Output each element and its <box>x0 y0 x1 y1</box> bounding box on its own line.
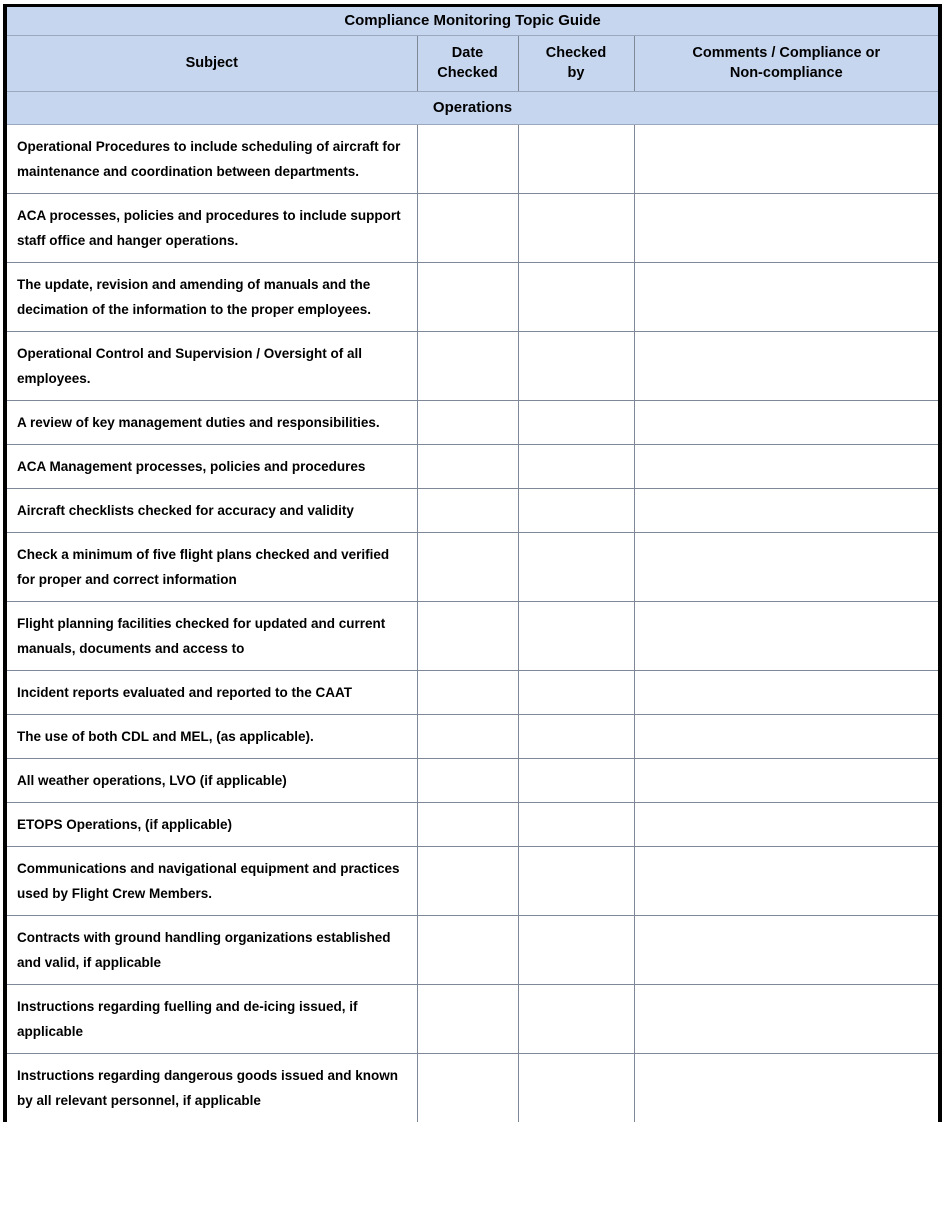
checked-by-cell[interactable] <box>518 489 634 533</box>
comments-cell[interactable] <box>634 533 940 602</box>
comments-cell[interactable] <box>634 985 940 1054</box>
column-header-comments-line1: Comments / Compliance or <box>692 45 881 61</box>
comments-cell[interactable] <box>634 401 940 445</box>
date-checked-cell[interactable] <box>417 489 518 533</box>
date-checked-cell[interactable] <box>417 1054 518 1123</box>
section-header-operations <box>5 92 940 125</box>
column-header-comments <box>634 36 940 92</box>
subject-cell: All weather operations, LVO (if applicable) <box>5 759 417 803</box>
subject-cell: Instructions regarding dangerous goods issued and known by all relevant personnel, if applicable <box>5 1054 417 1123</box>
table-row <box>5 1054 940 1123</box>
comments-cell[interactable] <box>634 803 940 847</box>
checked-by-cell[interactable] <box>518 715 634 759</box>
checked-by-cell[interactable] <box>518 759 634 803</box>
table-row <box>5 847 940 916</box>
table-row <box>5 759 940 803</box>
date-checked-cell[interactable] <box>417 445 518 489</box>
checked-by-cell[interactable] <box>518 332 634 401</box>
date-checked-cell[interactable] <box>417 533 518 602</box>
subject-cell: The update, revision and amending of manuals and the decimation of the information to the proper employees. <box>5 263 417 332</box>
date-checked-cell[interactable] <box>417 847 518 916</box>
column-header-date-line2: Checked <box>437 65 498 81</box>
date-checked-cell[interactable] <box>417 671 518 715</box>
checked-by-cell[interactable] <box>518 194 634 263</box>
table-title-row <box>5 6 940 36</box>
subject-cell: Incident reports evaluated and reported to the CAAT <box>5 671 417 715</box>
subject-cell: Aircraft checklists checked for accuracy and validity <box>5 489 417 533</box>
column-header-row <box>5 36 940 92</box>
column-header-subject <box>5 36 417 92</box>
comments-cell[interactable] <box>634 445 940 489</box>
table-row <box>5 194 940 263</box>
date-checked-cell[interactable] <box>417 401 518 445</box>
table-row <box>5 671 940 715</box>
column-header-subject-label: Subject <box>185 55 238 71</box>
table-row <box>5 401 940 445</box>
comments-cell[interactable] <box>634 489 940 533</box>
column-header-date-line1: Date <box>451 45 484 61</box>
table-body <box>5 6 940 1123</box>
date-checked-cell[interactable] <box>417 332 518 401</box>
checked-by-cell[interactable] <box>518 125 634 194</box>
comments-cell[interactable] <box>634 332 940 401</box>
table-row <box>5 533 940 602</box>
comments-cell[interactable] <box>634 1054 940 1123</box>
checked-by-cell[interactable] <box>518 803 634 847</box>
comments-cell[interactable] <box>634 916 940 985</box>
column-header-comments-line2: Non-compliance <box>729 65 843 81</box>
subject-cell: Instructions regarding fuelling and de-icing issued, if applicable <box>5 985 417 1054</box>
date-checked-cell[interactable] <box>417 125 518 194</box>
checked-by-cell[interactable] <box>518 1054 634 1123</box>
comments-cell[interactable] <box>634 847 940 916</box>
date-checked-cell[interactable] <box>417 916 518 985</box>
comments-cell[interactable] <box>634 715 940 759</box>
subject-cell: ETOPS Operations, (if applicable) <box>5 803 417 847</box>
subject-cell: Flight planning facilities checked for updated and current manuals, documents and access to <box>5 602 417 671</box>
table-row <box>5 445 940 489</box>
date-checked-cell[interactable] <box>417 759 518 803</box>
compliance-monitoring-table <box>3 4 942 1122</box>
column-header-by-line2: by <box>567 65 585 81</box>
column-header-checked-by <box>518 36 634 92</box>
date-checked-cell[interactable] <box>417 715 518 759</box>
comments-cell[interactable] <box>634 759 940 803</box>
subject-cell: Operational Control and Supervision / Oversight of all employees. <box>5 332 417 401</box>
date-checked-cell[interactable] <box>417 263 518 332</box>
table-row <box>5 489 940 533</box>
table-row <box>5 803 940 847</box>
checked-by-cell[interactable] <box>518 533 634 602</box>
checked-by-cell[interactable] <box>518 602 634 671</box>
table-row <box>5 125 940 194</box>
comments-cell[interactable] <box>634 671 940 715</box>
table-row <box>5 985 940 1054</box>
checked-by-cell[interactable] <box>518 445 634 489</box>
table-row <box>5 602 940 671</box>
subject-cell: Contracts with ground handling organizations established and valid, if applicable <box>5 916 417 985</box>
subject-cell: Communications and navigational equipment and practices used by Flight Crew Members. <box>5 847 417 916</box>
document-title: Compliance Monitoring Topic Guide <box>5 6 940 36</box>
date-checked-cell[interactable] <box>417 194 518 263</box>
subject-cell: Check a minimum of five flight plans checked and verified for proper and correct information <box>5 533 417 602</box>
checked-by-cell[interactable] <box>518 671 634 715</box>
table-row <box>5 715 940 759</box>
checked-by-cell[interactable] <box>518 985 634 1054</box>
comments-cell[interactable] <box>634 263 940 332</box>
column-header-by-line1: Checked <box>545 45 607 61</box>
table-row <box>5 332 940 401</box>
subject-cell: ACA processes, policies and procedures to include support staff office and hanger operations. <box>5 194 417 263</box>
date-checked-cell[interactable] <box>417 803 518 847</box>
section-header-label: Operations <box>5 92 940 125</box>
subject-cell: A review of key management duties and responsibilities. <box>5 401 417 445</box>
checked-by-cell[interactable] <box>518 263 634 332</box>
comments-cell[interactable] <box>634 125 940 194</box>
table-row <box>5 916 940 985</box>
comments-cell[interactable] <box>634 194 940 263</box>
subject-cell: ACA Management processes, policies and procedures <box>5 445 417 489</box>
checked-by-cell[interactable] <box>518 401 634 445</box>
subject-cell: Operational Procedures to include scheduling of aircraft for maintenance and coordination between departments. <box>5 125 417 194</box>
comments-cell[interactable] <box>634 602 940 671</box>
checked-by-cell[interactable] <box>518 916 634 985</box>
subject-cell: The use of both CDL and MEL, (as applicable). <box>5 715 417 759</box>
date-checked-cell[interactable] <box>417 602 518 671</box>
table-row <box>5 263 940 332</box>
checked-by-cell[interactable] <box>518 847 634 916</box>
date-checked-cell[interactable] <box>417 985 518 1054</box>
column-header-date-checked <box>417 36 518 92</box>
